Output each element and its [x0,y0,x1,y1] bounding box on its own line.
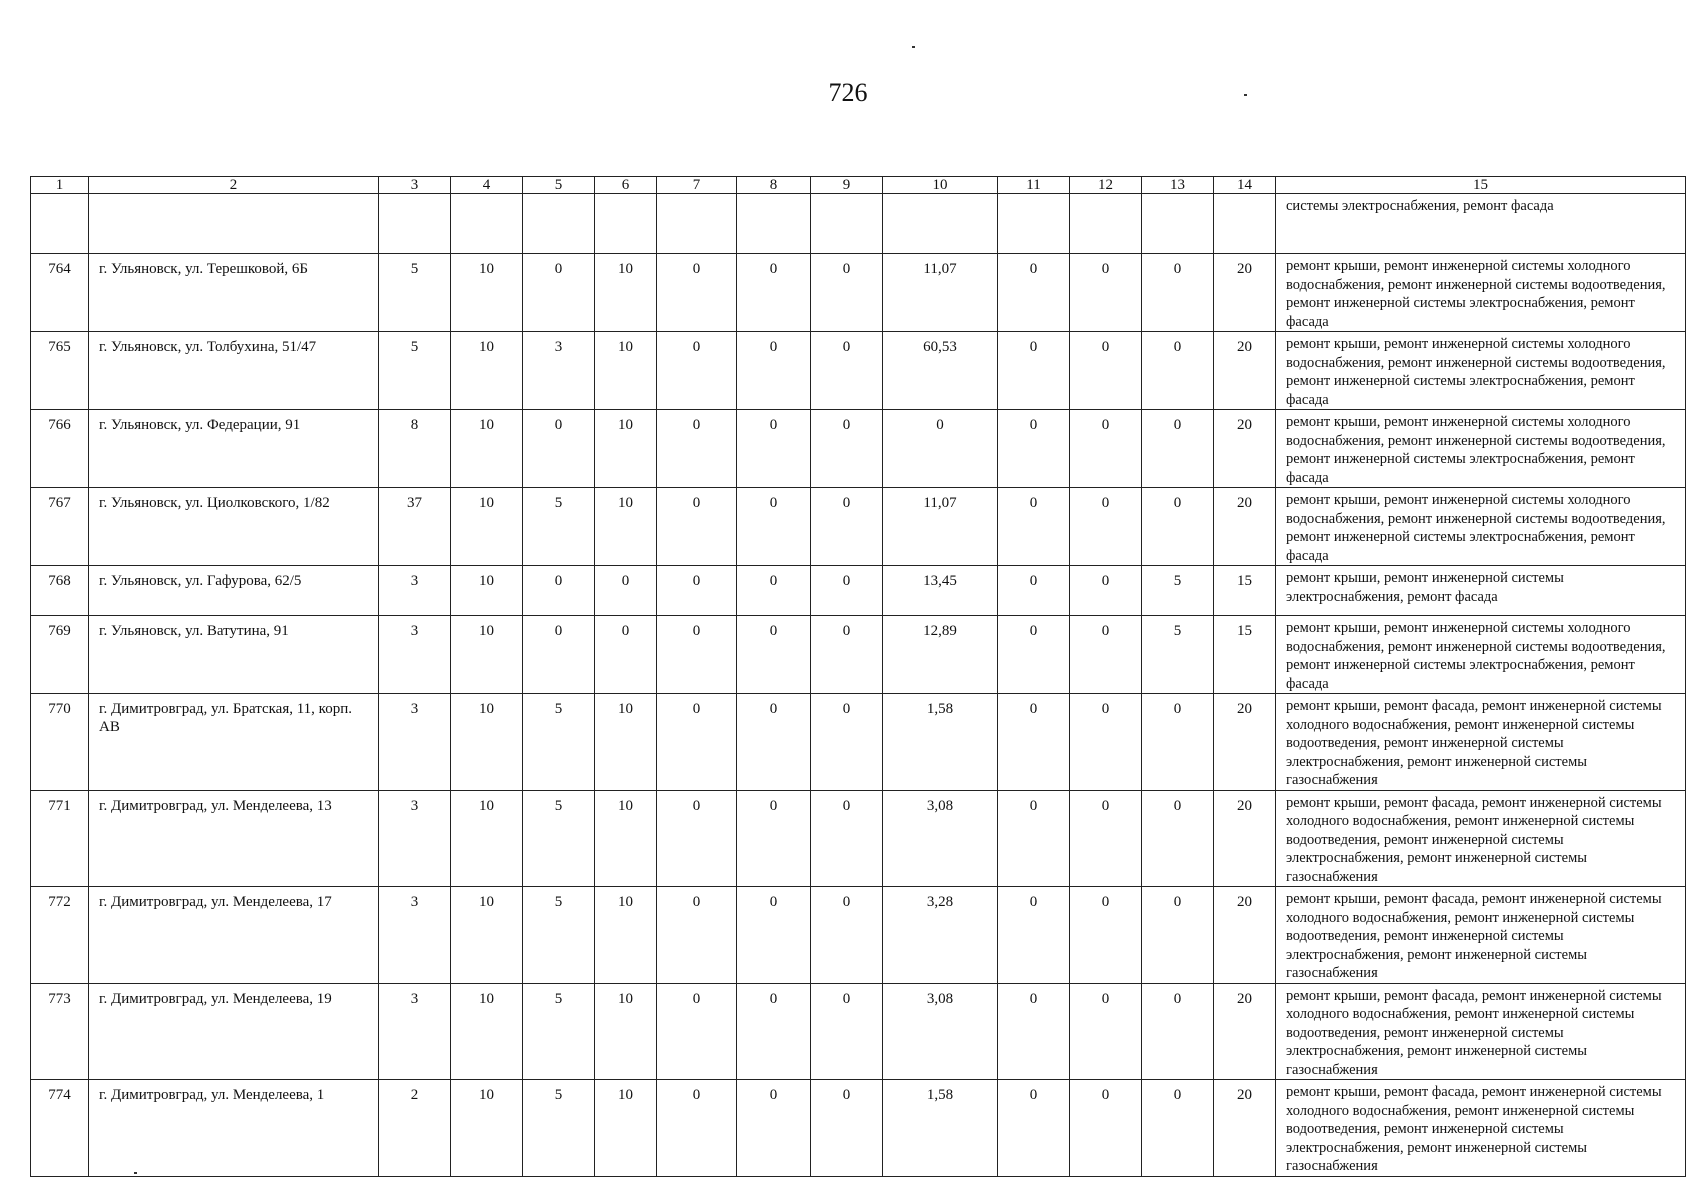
cell-value-col-7: 0 [657,1080,737,1177]
cell-value-col-12: 0 [1070,616,1142,694]
cell-value-col-5: 0 [523,254,595,332]
cell-value-col-12: 0 [1070,332,1142,410]
cell-value-col-8: 0 [737,983,811,1080]
cell-value-col-9: 0 [811,1080,883,1177]
cell-works: ремонт крыши, ремонт инженерной системы холодного водоснабжения, ремонт инженерной системы водоотведения, ремонт инженерной системы электроснабжения, ремонт фасада [1276,488,1686,566]
cell-empty [523,194,595,254]
cell-value-col-11: 0 [998,332,1070,410]
cell-value-col-4: 10 [451,790,523,887]
cell-value-col-14: 15 [1214,616,1276,694]
cell-value-col-5: 5 [523,983,595,1080]
cell-value-col-8: 0 [737,254,811,332]
cell-value-col-3: 3 [379,694,451,791]
cell-value-col-14: 15 [1214,566,1276,616]
scan-speck [1244,94,1247,96]
cell-value-col-9: 0 [811,616,883,694]
cell-value-col-13: 0 [1142,332,1214,410]
cell-value-col-10: 11,07 [883,254,998,332]
cell-empty [379,194,451,254]
cell-value-col-3: 3 [379,790,451,887]
col-header: 6 [595,177,657,194]
col-header: 11 [998,177,1070,194]
cell-value-col-4: 10 [451,983,523,1080]
cell-row-number: 768 [31,566,89,616]
table-row [31,410,1686,488]
column-number-header-row [31,177,1686,194]
cell-empty [737,194,811,254]
cell-value-col-10: 11,07 [883,488,998,566]
table-row [31,254,1686,332]
cell-value-col-8: 0 [737,332,811,410]
cell-address: г. Ульяновск, ул. Терешковой, 6Б [89,254,379,332]
cell-value-col-5: 5 [523,887,595,984]
cell-empty [1142,194,1214,254]
cell-value-col-8: 0 [737,1080,811,1177]
cell-value-col-14: 20 [1214,332,1276,410]
cell-empty [451,194,523,254]
table-row [31,887,1686,984]
cell-value-col-8: 0 [737,410,811,488]
cell-value-col-14: 20 [1214,983,1276,1080]
cell-value-col-9: 0 [811,887,883,984]
cell-address: г. Димитровград, ул. Менделеева, 19 [89,983,379,1080]
cell-empty [1214,194,1276,254]
cell-address: г. Ульяновск, ул. Ватутина, 91 [89,616,379,694]
col-header: 7 [657,177,737,194]
cell-address: г. Димитровград, ул. Менделеева, 1 [89,1080,379,1177]
cell-value-col-3: 37 [379,488,451,566]
cell-value-col-13: 0 [1142,983,1214,1080]
cell-value-col-8: 0 [737,790,811,887]
cell-value-col-8: 0 [737,488,811,566]
col-header: 4 [451,177,523,194]
table-row [31,488,1686,566]
cell-address: г. Ульяновск, ул. Федерации, 91 [89,410,379,488]
cell-row-number: 766 [31,410,89,488]
cell-row-number: 767 [31,488,89,566]
cell-row-number: 774 [31,1080,89,1177]
cell-value-col-13: 0 [1142,410,1214,488]
cell-empty [31,194,89,254]
cell-value-col-4: 10 [451,410,523,488]
cell-works: ремонт крыши, ремонт инженерной системы электроснабжения, ремонт фасада [1276,566,1686,616]
cell-value-col-7: 0 [657,790,737,887]
col-header: 3 [379,177,451,194]
cell-works: ремонт крыши, ремонт фасада, ремонт инженерной системы холодного водоснабжения, ремонт инженерной системы водоотведения, ремонт инженерной системы электроснабжения, ремонт инженерной системы газоснабжения [1276,1080,1686,1177]
cell-value-col-8: 0 [737,616,811,694]
cell-value-col-6: 10 [595,887,657,984]
cell-value-col-11: 0 [998,983,1070,1080]
cell-value-col-14: 20 [1214,887,1276,984]
cell-value-col-14: 20 [1214,254,1276,332]
cell-value-col-7: 0 [657,332,737,410]
cell-address: г. Димитровград, ул. Братская, 11, корп. АВ [89,694,379,791]
cell-value-col-4: 10 [451,616,523,694]
cell-value-col-3: 3 [379,887,451,984]
cell-value-col-10: 60,53 [883,332,998,410]
cell-works: ремонт крыши, ремонт фасада, ремонт инженерной системы холодного водоснабжения, ремонт инженерной системы водоотведения, ремонт инженерной системы электроснабжения, ремонт инженерной системы газоснабжения [1276,790,1686,887]
cell-value-col-6: 10 [595,488,657,566]
cell-value-col-12: 0 [1070,1080,1142,1177]
cell-value-col-9: 0 [811,332,883,410]
cell-value-col-7: 0 [657,488,737,566]
col-header: 15 [1276,177,1686,194]
col-header: 9 [811,177,883,194]
cell-empty [998,194,1070,254]
cell-value-col-12: 0 [1070,410,1142,488]
cell-row-number: 773 [31,983,89,1080]
cell-works: ремонт крыши, ремонт инженерной системы холодного водоснабжения, ремонт инженерной системы водоотведения, ремонт инженерной системы электроснабжения, ремонт фасада [1276,616,1686,694]
cell-value-col-12: 0 [1070,694,1142,791]
table-row [31,790,1686,887]
cell-row-number: 771 [31,790,89,887]
cell-value-col-8: 0 [737,694,811,791]
cell-address: г. Ульяновск, ул. Циолковского, 1/82 [89,488,379,566]
cell-address: г. Димитровград, ул. Менделеева, 13 [89,790,379,887]
col-header: 14 [1214,177,1276,194]
cell-value-col-9: 0 [811,566,883,616]
cell-works: ремонт крыши, ремонт инженерной системы холодного водоснабжения, ремонт инженерной системы водоотведения, ремонт инженерной системы электроснабжения, ремонт фасада [1276,332,1686,410]
cell-value-col-3: 3 [379,983,451,1080]
table-body [31,254,1686,1177]
cell-value-col-6: 10 [595,1080,657,1177]
scan-speck [912,46,915,48]
cell-value-col-11: 0 [998,566,1070,616]
cell-value-col-14: 20 [1214,1080,1276,1177]
cell-empty [811,194,883,254]
cell-value-col-4: 10 [451,332,523,410]
table-row [31,1080,1686,1177]
cell-value-col-12: 0 [1070,566,1142,616]
cell-value-col-10: 3,08 [883,790,998,887]
cell-value-col-13: 0 [1142,694,1214,791]
cell-value-col-7: 0 [657,410,737,488]
cell-value-col-9: 0 [811,694,883,791]
cell-value-col-14: 20 [1214,488,1276,566]
cell-value-col-3: 3 [379,566,451,616]
cell-value-col-6: 0 [595,616,657,694]
page-number: 726 [828,78,868,107]
col-header: 5 [523,177,595,194]
cell-value-col-4: 10 [451,254,523,332]
cell-value-col-3: 3 [379,616,451,694]
cell-value-col-4: 10 [451,488,523,566]
cell-value-col-5: 5 [523,790,595,887]
cell-value-col-3: 5 [379,332,451,410]
cell-empty [657,194,737,254]
cell-empty [595,194,657,254]
cell-value-col-10: 3,28 [883,887,998,984]
cell-value-col-5: 0 [523,410,595,488]
cell-value-col-11: 0 [998,790,1070,887]
cell-row-number: 770 [31,694,89,791]
cell-value-col-7: 0 [657,983,737,1080]
table-row [31,332,1686,410]
cell-value-col-12: 0 [1070,790,1142,887]
cell-value-col-12: 0 [1070,254,1142,332]
cell-value-col-13: 0 [1142,887,1214,984]
cell-value-col-11: 0 [998,410,1070,488]
cell-value-col-12: 0 [1070,887,1142,984]
cell-works: ремонт крыши, ремонт инженерной системы холодного водоснабжения, ремонт инженерной системы водоотведения, ремонт инженерной системы электроснабжения, ремонт фасада [1276,410,1686,488]
cell-value-col-13: 5 [1142,616,1214,694]
cell-value-col-5: 0 [523,566,595,616]
cell-value-col-5: 5 [523,694,595,791]
col-header: 8 [737,177,811,194]
cell-value-col-8: 0 [737,887,811,984]
cell-value-col-10: 1,58 [883,1080,998,1177]
cell-value-col-5: 5 [523,488,595,566]
col-header: 10 [883,177,998,194]
cell-value-col-6: 10 [595,410,657,488]
cell-value-col-10: 1,58 [883,694,998,791]
cell-value-col-14: 20 [1214,694,1276,791]
cell-value-col-7: 0 [657,616,737,694]
col-header: 1 [31,177,89,194]
cell-value-col-3: 8 [379,410,451,488]
cell-value-col-11: 0 [998,1080,1070,1177]
cell-row-number: 772 [31,887,89,984]
cell-value-col-6: 10 [595,694,657,791]
col-header: 2 [89,177,379,194]
cell-value-col-10: 0 [883,410,998,488]
cell-empty [1070,194,1142,254]
cell-empty [883,194,998,254]
table-row [31,694,1686,791]
cell-works: ремонт крыши, ремонт инженерной системы холодного водоснабжения, ремонт инженерной системы водоотведения, ремонт инженерной системы электроснабжения, ремонт фасада [1276,254,1686,332]
cell-value-col-7: 0 [657,566,737,616]
cell-value-col-7: 0 [657,254,737,332]
cell-value-col-10: 12,89 [883,616,998,694]
cell-value-col-9: 0 [811,983,883,1080]
cell-value-col-10: 13,45 [883,566,998,616]
table-row [31,983,1686,1080]
table-row [31,566,1686,616]
cell-value-col-13: 0 [1142,1080,1214,1177]
cell-works: ремонт крыши, ремонт фасада, ремонт инженерной системы холодного водоснабжения, ремонт инженерной системы водоотведения, ремонт инженерной системы электроснабжения, ремонт инженерной системы газоснабжения [1276,887,1686,984]
cell-value-col-14: 20 [1214,790,1276,887]
cell-works: ремонт крыши, ремонт фасада, ремонт инженерной системы холодного водоснабжения, ремонт инженерной системы водоотведения, ремонт инженерной системы электроснабжения, ремонт инженерной системы газоснабжения [1276,983,1686,1080]
cell-value-col-9: 0 [811,254,883,332]
cell-address: г. Ульяновск, ул. Гафурова, 62/5 [89,566,379,616]
cell-value-col-5: 3 [523,332,595,410]
cell-row-number: 765 [31,332,89,410]
cell-row-number: 764 [31,254,89,332]
cell-value-col-7: 0 [657,694,737,791]
cell-value-col-6: 10 [595,983,657,1080]
cell-value-col-5: 5 [523,1080,595,1177]
cell-value-col-11: 0 [998,694,1070,791]
cell-empty [89,194,379,254]
col-header: 12 [1070,177,1142,194]
cell-row-number: 769 [31,616,89,694]
cell-works: системы электроснабжения, ремонт фасада [1276,194,1686,254]
cell-value-col-6: 0 [595,566,657,616]
cell-value-col-4: 10 [451,694,523,791]
cell-value-col-4: 10 [451,1080,523,1177]
cell-value-col-13: 0 [1142,790,1214,887]
cell-value-col-11: 0 [998,616,1070,694]
cell-value-col-11: 0 [998,488,1070,566]
cell-value-col-5: 0 [523,616,595,694]
cell-value-col-6: 10 [595,254,657,332]
cell-address: г. Ульяновск, ул. Толбухина, 51/47 [89,332,379,410]
cell-value-col-13: 5 [1142,566,1214,616]
cell-value-col-14: 20 [1214,410,1276,488]
cell-value-col-13: 0 [1142,488,1214,566]
cell-value-col-6: 10 [595,332,657,410]
table-row [31,616,1686,694]
cell-value-col-9: 0 [811,488,883,566]
cell-value-col-10: 3,08 [883,983,998,1080]
cell-value-col-9: 0 [811,410,883,488]
cell-address: г. Димитровград, ул. Менделеева, 17 [89,887,379,984]
cell-value-col-13: 0 [1142,254,1214,332]
cell-value-col-11: 0 [998,887,1070,984]
cell-works: ремонт крыши, ремонт фасада, ремонт инженерной системы холодного водоснабжения, ремонт инженерной системы водоотведения, ремонт инженерной системы электроснабжения, ремонт инженерной системы газоснабжения [1276,694,1686,791]
cell-value-col-8: 0 [737,566,811,616]
cell-value-col-11: 0 [998,254,1070,332]
cell-value-col-3: 2 [379,1080,451,1177]
register-table [30,176,1686,1177]
cell-value-col-4: 10 [451,566,523,616]
continuation-row [31,194,1686,254]
cell-value-col-4: 10 [451,887,523,984]
col-header: 13 [1142,177,1214,194]
cell-value-col-7: 0 [657,887,737,984]
cell-value-col-12: 0 [1070,983,1142,1080]
cell-value-col-12: 0 [1070,488,1142,566]
cell-value-col-6: 10 [595,790,657,887]
cell-value-col-3: 5 [379,254,451,332]
cell-value-col-9: 0 [811,790,883,887]
